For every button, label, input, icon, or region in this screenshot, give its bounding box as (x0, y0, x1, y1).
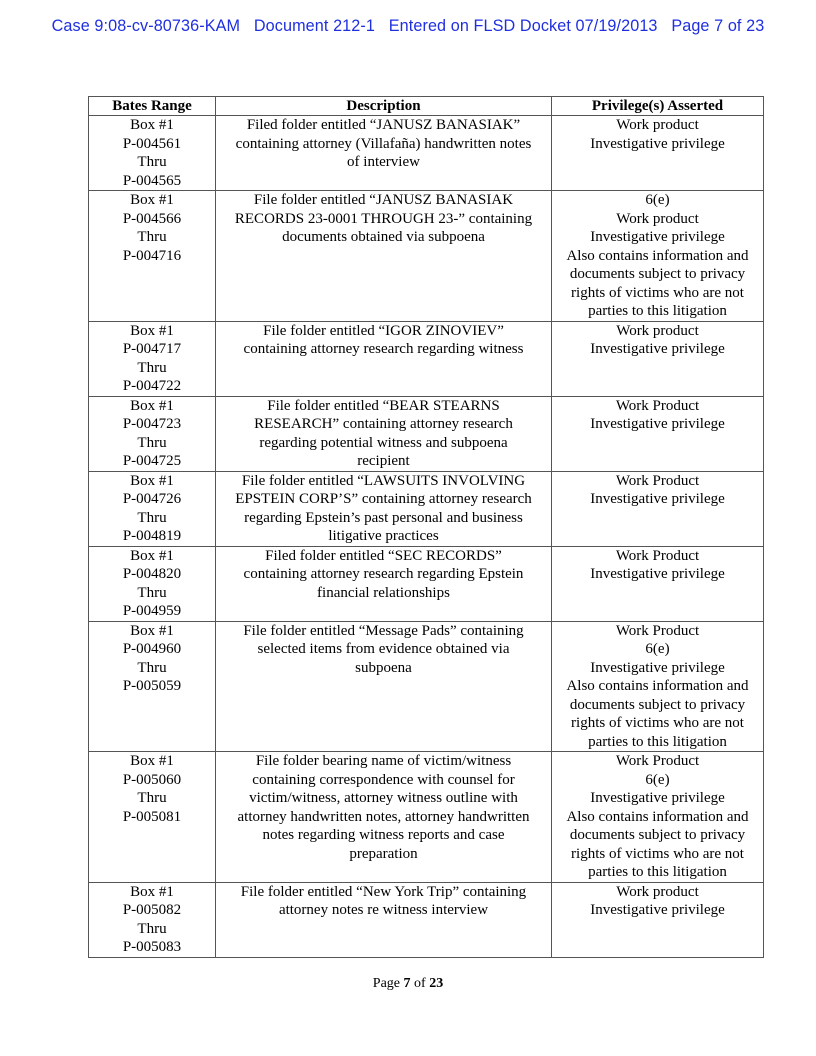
description-line: documents obtained via subpoena (282, 229, 485, 245)
table-body (89, 116, 764, 958)
bates-range-cell (89, 546, 216, 621)
bates-range-line: P-004725 (122, 453, 182, 469)
bates-range-line: Box #1 (130, 753, 174, 769)
privilege-line: 6(e) (645, 771, 670, 788)
privilege-line: Work Product (615, 397, 700, 414)
bates-range-cell (89, 882, 216, 957)
table-row (89, 116, 764, 191)
column-header-bates-range: Bates Range (89, 97, 216, 116)
bates-range-cell (89, 191, 216, 322)
privilege-line: rights of victims who are not (571, 845, 744, 862)
privilege-line: Investigative privilege (590, 341, 725, 357)
bates-range-line: P-004561 (122, 135, 182, 152)
bates-range-line: Thru (137, 920, 167, 937)
description-line: notes regarding witness reports and case (262, 827, 505, 843)
description-cell (216, 882, 552, 957)
privilege-line: Investigative privilege (590, 790, 725, 806)
privilege-line: Work Product (615, 622, 700, 639)
description-line: containing attorney (Villafaña) handwritten notes (235, 135, 532, 152)
privilege-line: 6(e) (645, 192, 670, 208)
bates-range-line: Thru (137, 229, 167, 245)
description-line: of interview (347, 154, 420, 170)
privilege-cell (552, 321, 764, 396)
description-line: financial relationships (317, 584, 450, 601)
description-line: File folder entitled “JANUSZ BANASIAK (253, 192, 514, 208)
privilege-line: Work product (616, 117, 699, 133)
privilege-line: parties to this litigation (588, 864, 727, 880)
description-line: EPSTEIN CORP’S” containing attorney research (235, 491, 532, 507)
privilege-line: documents subject to privacy (569, 827, 746, 843)
privilege-line: Investigative privilege (590, 491, 725, 507)
description-cell (216, 116, 552, 191)
bates-range-line: P-004717 (122, 341, 182, 357)
description-line: File folder entitled “Message Pads” containing (243, 622, 524, 639)
column-header-privileges-asserted: Privilege(s) Asserted (552, 97, 764, 116)
description-line: containing correspondence with counsel for (252, 771, 515, 788)
column-header-description: Description (216, 97, 552, 116)
footer-current-page: 7 (403, 976, 411, 991)
privilege-line: parties to this litigation (588, 733, 727, 750)
privilege-cell (552, 116, 764, 191)
bates-range-line: P-005083 (122, 939, 182, 955)
bates-range-line: P-004722 (122, 378, 182, 394)
description-line: litigative practices (328, 528, 439, 544)
bates-range-line: P-004566 (122, 210, 182, 227)
privilege-line: Work Product (615, 472, 700, 489)
header-case-number: Case 9:08-cv-80736-KAM (51, 17, 241, 35)
description-line: RECORDS 23-0001 THROUGH 23-” containing (234, 210, 533, 227)
bates-range-line: Thru (137, 359, 167, 376)
bates-range-line: P-004819 (122, 528, 182, 544)
description-line: attorney handwritten notes, attorney handwritten (237, 808, 530, 825)
privilege-cell (552, 621, 764, 752)
bates-range-line: Thru (137, 154, 167, 170)
bates-range-cell (89, 471, 216, 546)
bates-range-line: P-005059 (122, 678, 182, 694)
footer-total-pages: 23 (429, 976, 444, 991)
table-row (89, 546, 764, 621)
privilege-line: Also contains information and (566, 247, 749, 264)
privilege-line: Investigative privilege (590, 659, 725, 676)
footer-page-label: Page (372, 976, 401, 991)
bates-range-line: P-004820 (122, 566, 182, 582)
privilege-line: Work Product (615, 547, 700, 564)
bates-range-line: P-004959 (122, 603, 182, 619)
privilege-line: Investigative privilege (590, 416, 725, 432)
bates-range-line: Box #1 (130, 622, 174, 639)
bates-range-line: Thru (137, 659, 167, 676)
bates-range-cell (89, 116, 216, 191)
bates-range-line: P-005060 (122, 771, 182, 788)
privilege-line: Investigative privilege (590, 135, 725, 152)
bates-range-line: P-004960 (122, 641, 182, 657)
footer-of-label: of (414, 976, 426, 991)
privilege-line: Investigative privilege (590, 902, 725, 918)
bates-range-line: Thru (137, 509, 167, 526)
table-row (89, 191, 764, 322)
bates-range-line: Thru (137, 584, 167, 601)
bates-range-cell (89, 396, 216, 471)
table-row (89, 396, 764, 471)
table-row (89, 882, 764, 957)
description-line: subpoena (355, 659, 412, 676)
description-cell (216, 396, 552, 471)
privilege-cell (552, 752, 764, 883)
description-line: File folder entitled “IGOR ZINOVIEV” (263, 322, 504, 339)
description-cell (216, 621, 552, 752)
table-header-row (89, 97, 764, 116)
privilege-line: rights of victims who are not (571, 284, 744, 301)
description-cell (216, 191, 552, 322)
privilege-log-table (88, 96, 764, 958)
bates-range-line: Box #1 (130, 472, 174, 489)
table-row (89, 621, 764, 752)
privilege-line: documents subject to privacy (569, 696, 746, 713)
bates-range-line: Box #1 (130, 883, 174, 900)
description-line: regarding potential witness and subpoena (259, 434, 508, 451)
privilege-line: rights of victims who are not (571, 715, 744, 731)
description-cell (216, 752, 552, 883)
header-page-number: Page 7 of 23 (671, 17, 765, 35)
description-line: File folder bearing name of victim/witness (255, 753, 512, 769)
privilege-cell (552, 471, 764, 546)
bates-range-line: Box #1 (130, 547, 174, 564)
description-line: attorney notes re witness interview (278, 902, 489, 918)
privilege-line: Work product (616, 210, 699, 227)
bates-range-line: Thru (137, 790, 167, 806)
table-row (89, 752, 764, 883)
bates-range-line: P-005082 (122, 902, 182, 918)
privilege-line: 6(e) (645, 641, 670, 657)
bates-range-line: Box #1 (130, 192, 174, 208)
header-document-number: Document 212-1 (253, 17, 375, 35)
bates-range-line: P-004723 (122, 416, 182, 432)
bates-range-cell (89, 321, 216, 396)
privilege-line: Work product (616, 322, 699, 339)
bates-range-line: Thru (137, 434, 167, 451)
privilege-cell (552, 191, 764, 322)
description-line: File folder entitled “BEAR STEARNS (267, 397, 500, 414)
description-line: containing attorney research regarding witness (243, 341, 524, 357)
description-cell (216, 471, 552, 546)
table-row (89, 321, 764, 396)
bates-range-line: P-004716 (122, 247, 182, 264)
description-line: selected items from evidence obtained via (257, 641, 510, 657)
header-entered-date: Entered on FLSD Docket 07/19/2013 (388, 17, 658, 35)
privilege-line: Also contains information and (566, 808, 749, 825)
description-line: File folder entitled “New York Trip” containing (240, 883, 527, 900)
bates-range-line: P-004726 (122, 491, 182, 507)
description-cell (216, 321, 552, 396)
page-footer (0, 976, 816, 992)
bates-range-line: P-004565 (122, 172, 182, 189)
privilege-cell (552, 396, 764, 471)
bates-range-cell (89, 621, 216, 752)
description-line: recipient (357, 453, 410, 469)
bates-range-line: Box #1 (130, 322, 174, 339)
table-row (89, 471, 764, 546)
description-line: File folder entitled “LAWSUITS INVOLVING (241, 472, 526, 489)
privilege-line: Also contains information and (566, 678, 749, 694)
description-line: victim/witness, attorney witness outline with (249, 790, 518, 806)
privilege-cell (552, 882, 764, 957)
privilege-line: Investigative privilege (590, 229, 725, 245)
bates-range-line: Box #1 (130, 397, 174, 414)
description-line: regarding Epstein’s past personal and business (244, 509, 523, 526)
privilege-line: Work Product (615, 753, 700, 769)
description-line: Filed folder entitled “JANUSZ BANASIAK” (246, 117, 521, 133)
privilege-line: parties to this litigation (588, 303, 727, 319)
description-line: Filed folder entitled “SEC RECORDS” (265, 547, 502, 564)
bates-range-line: P-005081 (122, 808, 182, 825)
privilege-cell (552, 546, 764, 621)
description-line: RESEARCH” containing attorney research (254, 416, 513, 432)
description-line: preparation (349, 845, 418, 862)
bates-range-cell (89, 752, 216, 883)
description-line: containing attorney research regarding Epstein (243, 566, 524, 582)
privilege-line: documents subject to privacy (569, 266, 746, 282)
privilege-line: Investigative privilege (590, 566, 725, 582)
description-cell (216, 546, 552, 621)
bates-range-line: Box #1 (130, 117, 174, 133)
docket-header (0, 17, 816, 36)
privilege-line: Work product (616, 883, 699, 900)
